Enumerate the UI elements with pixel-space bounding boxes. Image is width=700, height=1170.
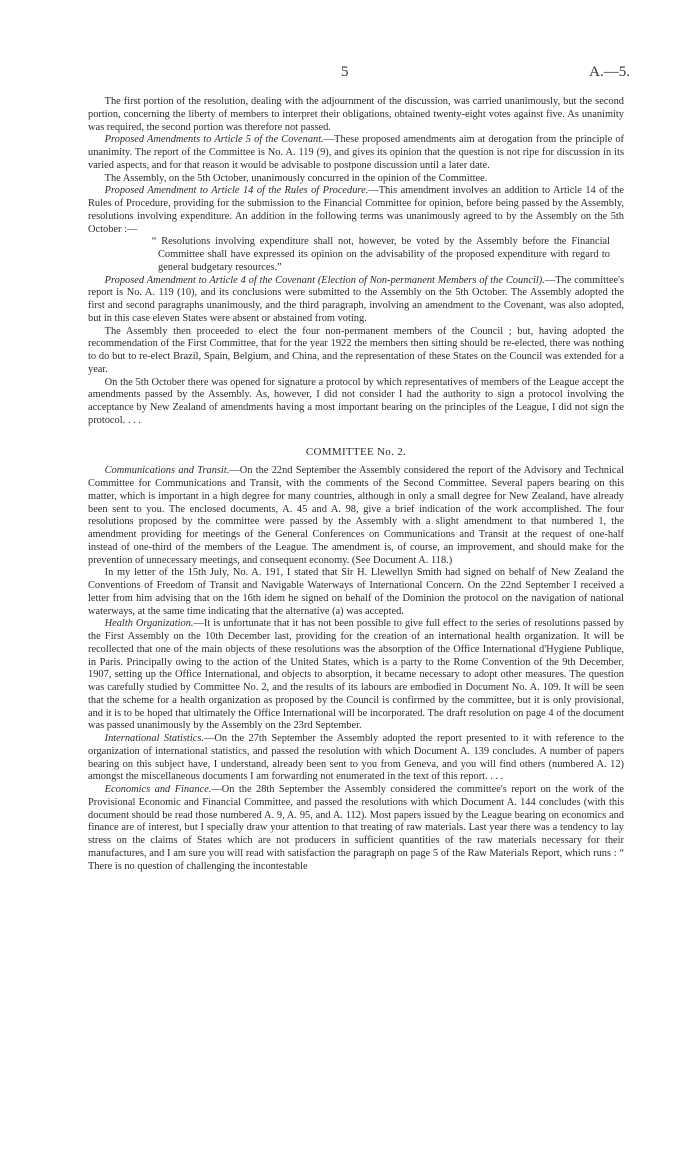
- paragraph: The Assembly, on the 5th October, unanimously concurred in the opinion of the Committee.: [104, 172, 488, 184]
- paragraph: In my letter of the 15th July, No. A. 191, I stated that Sir H. Llewellyn Smith had signed on behalf of New Zealand the Conventions of Freedom of Transit and Navigable Waterways of International Concern. On the 22nd September I received a letter from him advising that on the 16th idem he signed on behalf of the Dominion the protocol on the navigation of national waterways, at the same time indicating that the alternative (a) was accepted.: [88, 567, 624, 617]
- paragraph: Communications and Transit.—On the 22nd September the Assembly considered the report of the Advisory and Technical Committee for Communications and Transit, with the comments of the Second Committee. Several papers bearing on this matter, which is important in a high degree for many countries, although in only a small degree for New Zealand, have already been sent to you. The enclosed documents, A. 45 and A. 98, give a brief indication of the work accomplished. The four resolutions proposed by the committee were passed by the Assembly with a slight amendment to that numbered 1, the amendment providing for meetings of the General Conferences on Communications and Transit at the request of one-half instead of one-third of the members of the League. The amendment is, of course, an improvement, and should make for the prevention of unnecessary meetings, and consequent economy. (See Document A. 118.): [88, 465, 624, 566]
- paragraph: Proposed Amendment to Article 4 of the Covenant (Election of Non-permanent Members of the Council).—The committee's report is No. A. 119 (10), and its conclusions were submitted to the Assembly on the 5th October. The Assembly adopted the first and second paragraphs unanimously, and the third paragraph, involving an amendment to the Covenant, was also adopted, but in this case eleven States were absent or abstained from voting.: [88, 274, 624, 324]
- paragraph-title: Proposed Amendments to Article 5 of the Covenant.: [104, 134, 324, 146]
- paragraph: Economics and Finance.—On the 28th September the Assembly considered the committee's report on the work of the Provisional Economic and Financial Committee, and passed the resolutions with which Document A. 144 concludes (with this document should be read those numbered A. 9, A. 95, and A. 112). Most papers issued by the League bearing on economics and finance are of interest, but I specially draw your attention to that treating of raw materials. Last year there was a tendency to lay stress on the claims of States which are not producers in sufficient quantities of the raw materials necessary for their manufactures, and I am sure you will read with satisfaction the paragraph on page 5 of the Raw Materials Report, which runs : “ There is no question of challenging the incontestable: [88, 784, 625, 872]
- paragraph: The first portion of the resolution, dealing with the adjournment of the discussion, was carried unanimously, but the second portion, concerning the liberty of members to interpret their obligations, obtained twenty-eight votes against five. As unanimity was required, the second portion was therefore not passed.: [88, 96, 624, 133]
- paragraph-title: Proposed Amendment to Article 14 of the Rules of Procedure.: [104, 185, 369, 197]
- page-number: 5: [341, 64, 349, 80]
- paragraph: Health Organization.—It is unfortunate that it has not been possible to give full effect to the series of resolutions passed by the First Assembly on the 10th December last, providing for the creation of an international health organization. It will be recollected that one of the main objects of these resolutions was the absorption of the Office International d'Hygiene Publique, in Paris. Principally owing to the action of the United States, which is a party to the Rome Convention of the 9th December, 1907, setting up the Office International, and objects to absorption, it became necessary to adopt other measures. The question was carefully studied by Committee No. 2, and the results of its labours are embodied in Document No. A. 109. It will be seen that the scheme for a health organization as proposed by the Council is confirmed by the committee, but it is only provisional, and it is to be hoped that ultimately the Office International will be incorporated. The draft resolution on page 4 of the document was passed unanimously by the Assembly on the 23rd September.: [88, 618, 624, 732]
- paragraph: International Statistics.—On the 27th September the Assembly adopted the report presented to it with reference to the organization of international statistics, and passed the resolution with which Document A. 139 concludes. A number of papers bearing on this subject have, I understand, already been sent to you from Geneva, and you will find others (numbered A. 12) amongst the miscellaneous documents I am forwarding not enumerated in the text of this report. . . .: [88, 733, 624, 783]
- block-quote: “ Resolutions involving expenditure shall not, however, be voted by the Assembly before the Financial Committee shall have expressed its opinion on the advisability of the proposed expenditure with regard to general budgetary resources.”: [151, 236, 610, 273]
- body-text: [88, 96, 624, 873]
- paragraph-title: Health Organization.: [104, 618, 194, 630]
- paragraph: Proposed Amendment to Article 14 of the Rules of Procedure.—This amendment involves an addition to Article 14 of the Rules of Procedure, providing for the submission to the Financial Committee for opinion, before being passed by the Assembly, resolutions involving expenditure. An addition in the following terms was unanimously agreed to by the Assembly on the 5th October :—: [88, 185, 625, 235]
- paragraph-title: International Statistics.: [104, 733, 204, 744]
- paragraph-title: Communications and Transit.: [104, 465, 230, 477]
- paragraph-title: Economics and Finance.: [104, 784, 212, 795]
- paragraph: On the 5th October there was opened for signature a protocol by which representatives of members of the League accept the amendments passed by the Assembly. As, however, I did not consider I had the authority to sign a protocol involving the acceptance by New Zealand of amendments having a most important bearing on the principles of the League, I did not sign the protocol. . . .: [88, 376, 624, 426]
- page-reference: A.—5.: [589, 64, 630, 80]
- paragraph: The Assembly then proceeded to elect the four non-permanent members of the Council ; but, having adopted the recommendation of the First Committee, that for the year 1922 the members then sitting should be re-elected, there was nothing to do but to re-elect Brazil, Spain, Belgium, and China, and the representation of these States on the Council was extended for a year.: [88, 325, 624, 375]
- paragraph-title: Proposed Amendment to Article 4 of the Covenant (Election of Non-permanent Members of the Council).: [104, 274, 545, 286]
- section-heading: COMMITTEE No. 2.: [305, 445, 407, 458]
- paragraph: Proposed Amendments to Article 5 of the Covenant.—These proposed amendments aim at derogation from the principle of unanimity. The report of the Committee is No. A. 119 (9), and gives its opinion that the question is not ripe for discussion in its varied aspects, and for that reason it would be advisable to postpone discussion until a later date.: [88, 134, 624, 171]
